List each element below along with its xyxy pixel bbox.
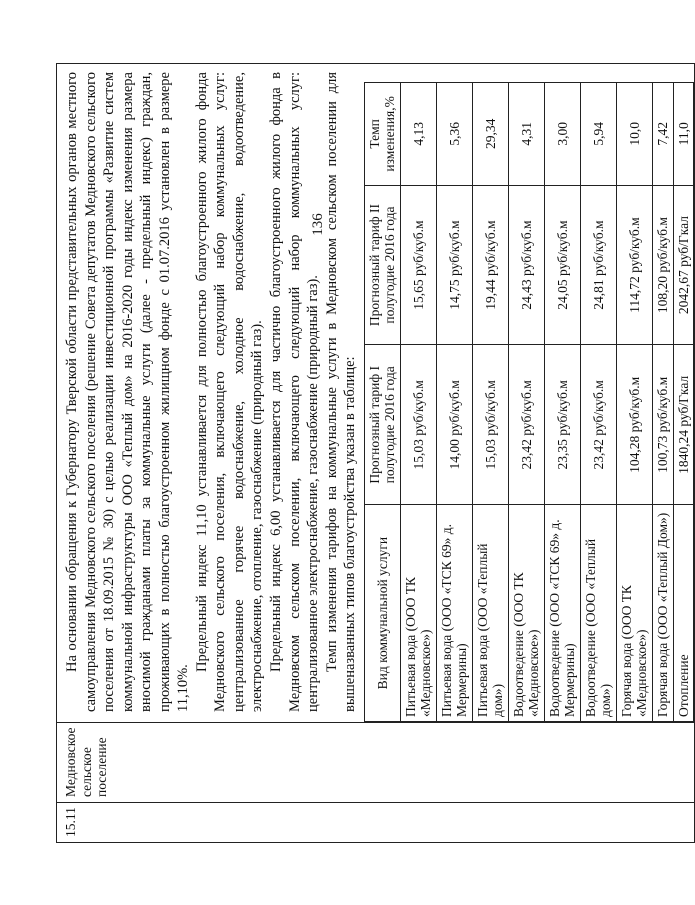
rate-cell: 5,36 — [436, 83, 472, 186]
service-cell: Питьевая вода (ООО ТК «Медновское») — [400, 505, 436, 722]
settlement-name-cell — [57, 723, 695, 803]
description-text — [57, 64, 360, 722]
service-cell: Водоотведение (ООО ТК «Медновское») — [508, 505, 544, 722]
tariff-table — [364, 82, 694, 722]
service-cell: Горячая вода (ООО ТК «Медновское») — [616, 505, 652, 722]
table-row — [673, 83, 694, 722]
tariff-h1-cell: 104,28 руб/куб.м — [616, 345, 652, 505]
tariff-header-row — [364, 83, 400, 722]
table-row — [400, 83, 436, 722]
table-row — [472, 83, 508, 722]
tariff-h2-cell: 108,20 руб/куб.м — [653, 185, 674, 345]
tariff-h1-cell: 15,03 руб/куб.м — [472, 345, 508, 505]
rate-cell: 3,00 — [544, 83, 580, 186]
rate-cell: 5,94 — [580, 83, 616, 186]
service-cell: Горячая вода (ООО «Теплый Дом») — [653, 505, 674, 722]
table-row — [653, 83, 674, 722]
page-number: 136 — [309, 213, 326, 236]
tariff-h1-cell: 100,73 руб/куб.м — [653, 345, 674, 505]
rate-cell: 11,0 — [673, 83, 694, 186]
row-number: 15.11 — [63, 807, 78, 837]
paragraph: Темп изменения тарифов на коммунальные услуги в Медновском сельском поселении для вышеназванных типов благоустройства указан в таблице: — [323, 72, 359, 712]
service-cell: Питьевая вода (ООО «Теплый дом») — [472, 505, 508, 722]
rate-cell: 29,34 — [472, 83, 508, 186]
tariff-h1-cell: 1840,24 руб/Гкал — [673, 345, 694, 505]
paragraph: Предельный индекс 11,10 устанавливается для полностью благоустроенного жилого фонда Медновского сельского поселения, включающего следующий набор коммунальных услуг: централизованное горячее водоснабжение, холодное водоснабжение, водоотведение, электроснабжение, отопление, газоснабжение (природный газ). — [193, 72, 266, 712]
tariff-h2-cell: 24,43 руб/куб.м — [508, 185, 544, 345]
row-number-cell — [57, 803, 695, 843]
tariff-h2-cell: 24,81 руб/куб.м — [580, 185, 616, 345]
tariff-h1-cell: 14,00 руб/куб.м — [436, 345, 472, 505]
rate-cell: 4,31 — [508, 83, 544, 186]
tariff-h2-cell: 2042,67 руб/Гкал — [673, 185, 694, 345]
header-tariff-h1: Прогнозный тариф I полугодие 2016 года — [364, 345, 400, 505]
settlement-name: Медновское сельское поселение — [63, 727, 110, 797]
service-cell: Отопление — [673, 505, 694, 722]
tariff-h1-cell: 15,03 руб/куб.м — [400, 345, 436, 505]
paragraph: Предельный индекс 6,00 устанавливается для частично благоустроенного жилого фонда в Медновском сельском поселении, включающего следующий набор коммунальных услуг: централизованное электроснабжение, газоснабжение (природный газ). — [268, 72, 322, 712]
table-row — [544, 83, 580, 722]
table-row — [508, 83, 544, 722]
tariff-h2-cell: 15,65 руб/куб.м — [400, 185, 436, 345]
settlement-index-table — [56, 63, 695, 843]
header-rate: Темп изменения,% — [364, 83, 400, 186]
header-service: Вид коммунальной услуги — [364, 505, 400, 722]
tariff-h1-cell: 23,35 руб/куб.м — [544, 345, 580, 505]
description-cell — [57, 64, 695, 723]
paragraph: На основании обращения к Губернатору Тверской области представительных органов местного самоуправления Медновского сельского поселения (решение Совета депутатов Медновского сельского поселения от 18.09.2015 № 30) с целью реализации инвестиционной программы «Развитие систем коммунальной инфраструктуры ООО «Теплый дом» на 2016-2020 годы индекс изменения размера вносимой гражданами платы за коммунальные услуги (далее - предельный индекс) граждан, проживающих в полностью благоустроенном жилищном фонде с 01.07.2016 установлен в размере 11,10%. — [64, 72, 192, 712]
table-row — [616, 83, 652, 722]
tariff-h2-cell: 24,05 руб/куб.м — [544, 185, 580, 345]
table-row — [436, 83, 472, 722]
rotated-page-content — [46, 53, 691, 853]
tariff-h2-cell: 19,44 руб/куб.м — [472, 185, 508, 345]
settlement-row — [57, 64, 695, 843]
tariff-h2-cell: 114,72 руб/куб.м — [616, 185, 652, 345]
header-tariff-h2: Прогнозный тариф II полугодие 2016 года — [364, 185, 400, 345]
tariff-h2-cell: 14,75 руб/куб.м — [436, 185, 472, 345]
table-row — [580, 83, 616, 722]
rate-cell: 7,42 — [653, 83, 674, 186]
rate-cell: 10,0 — [616, 83, 652, 186]
service-cell: Питьевая вода (ООО «ТСК 69» д. Мермерины) — [436, 505, 472, 722]
tariff-h1-cell: 23,42 руб/куб.м — [580, 345, 616, 505]
service-cell: Водоотведение (ООО «ТСК 69» д. Мермерины) — [544, 505, 580, 722]
rate-cell: 4,13 — [400, 83, 436, 186]
service-cell: Водоотведение (ООО «Теплый дом») — [580, 505, 616, 722]
tariff-h1-cell: 23,42 руб/куб.м — [508, 345, 544, 505]
